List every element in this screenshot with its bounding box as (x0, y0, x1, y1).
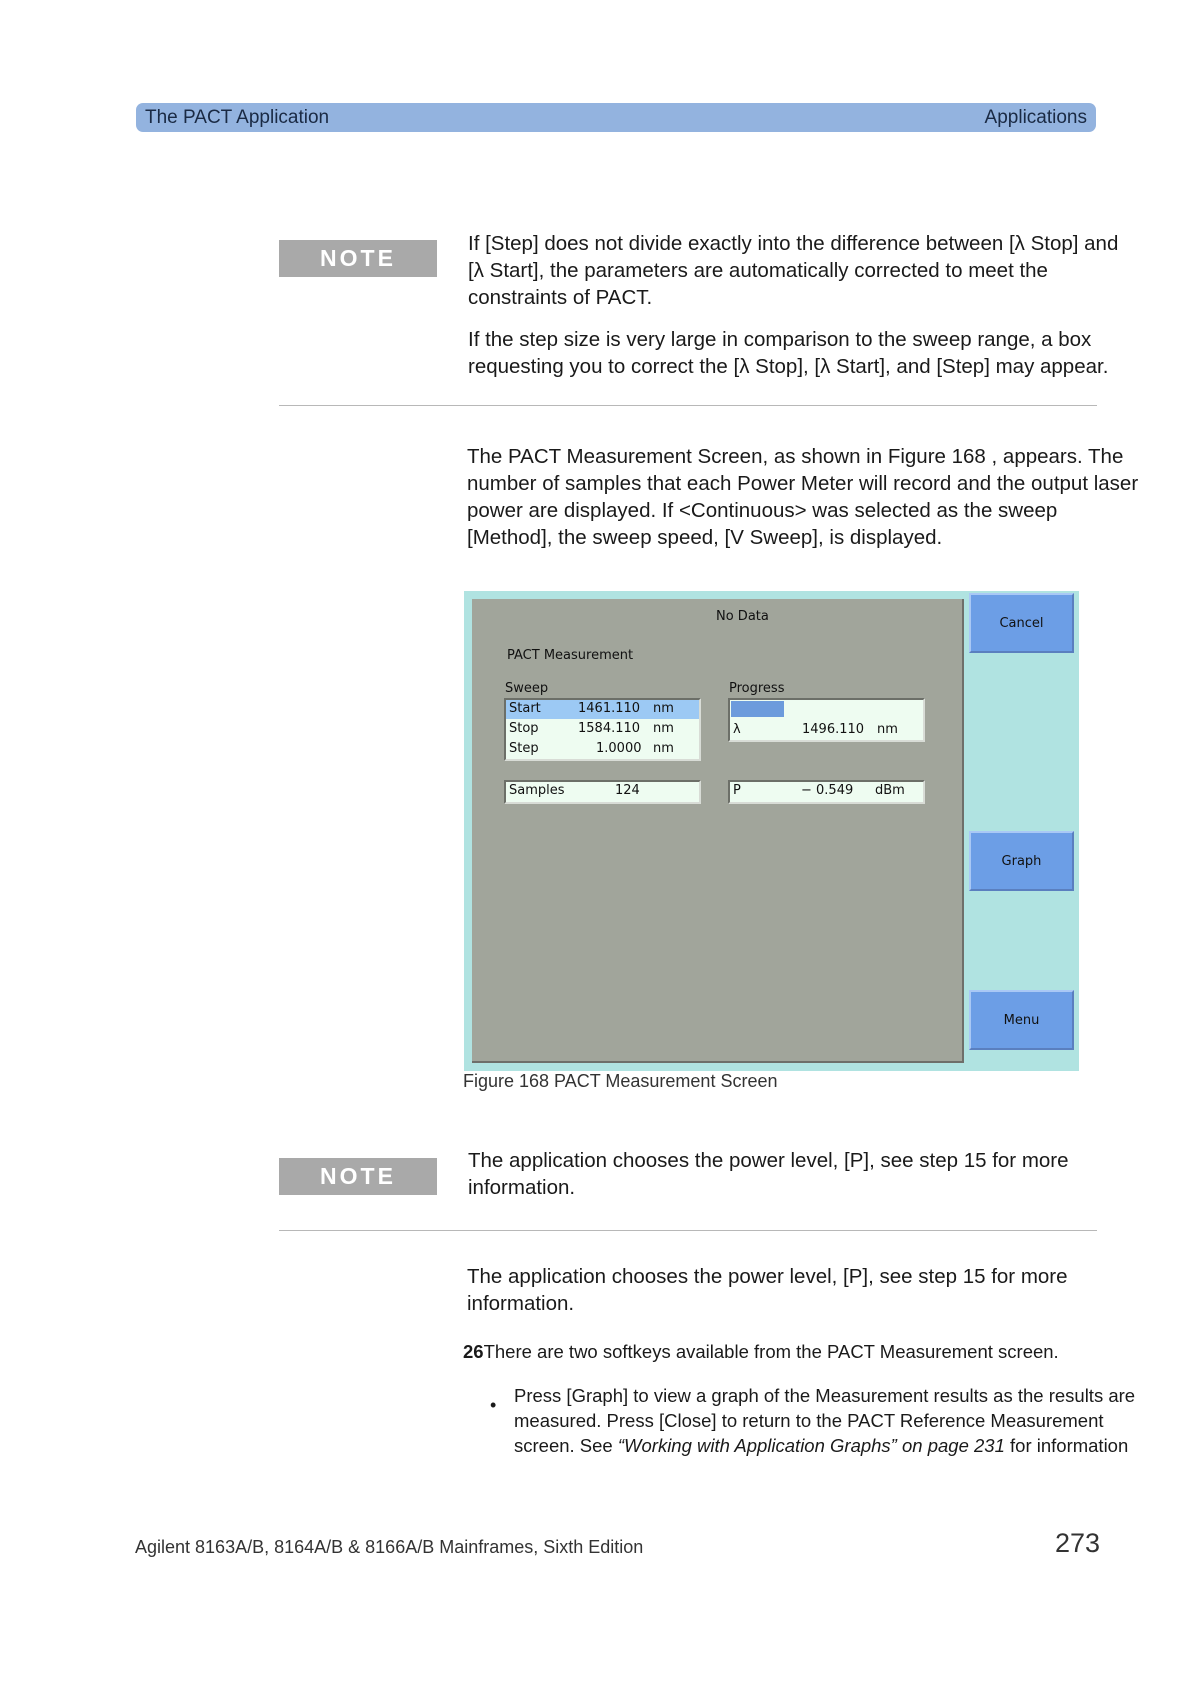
sweep-row-start[interactable] (506, 700, 699, 719)
note-line: requesting you to correct the [λ Stop], [λ Start], and [Step] may appear. (468, 355, 1109, 378)
power-unit: dBm (875, 783, 905, 798)
body-line: The application chooses the power level, [P], see step 15 for more (467, 1265, 1068, 1288)
progress-bar (731, 701, 784, 717)
note-line: constraints of PACT. (468, 286, 653, 309)
header-section-title: The PACT Application (145, 107, 330, 128)
row-label: Step (509, 741, 539, 756)
lambda-unit: nm (877, 722, 898, 737)
bullet-icon: • (490, 1395, 497, 1415)
note-divider (279, 405, 1097, 406)
bullet-prefix: screen. See (514, 1435, 618, 1456)
body-line: [Method], the sweep speed, [V Sweep], is displayed. (467, 526, 943, 549)
sweep-row-stop[interactable] (506, 720, 699, 739)
note-text (468, 1147, 1069, 1201)
step-item (463, 1338, 1059, 1365)
note-text (468, 230, 1118, 380)
progress-label: Progress (729, 681, 785, 696)
lambda-value: 1496.110 (802, 722, 865, 737)
note-line: The application chooses the power level, [P], see step 15 for more (468, 1149, 1069, 1172)
samples-value: 124 (615, 783, 640, 798)
power-label: P (733, 783, 741, 798)
body-line: number of samples that each Power Meter will record and the output laser (467, 472, 1139, 495)
status-text: No Data (716, 609, 769, 624)
note-line: [λ Start], the parameters are automatically corrected to meet the (468, 259, 1048, 282)
pact-measurement-screen (464, 591, 1079, 1071)
body-line: information. (467, 1292, 575, 1315)
body-paragraph (467, 1263, 1068, 1317)
figure-caption: Figure 168 PACT Measurement Screen (463, 1071, 778, 1091)
sweep-label: Sweep (505, 681, 549, 696)
row-value: 1584.110 (578, 721, 641, 736)
row-label: Stop (509, 721, 539, 736)
samples-box (504, 780, 701, 804)
power-value: − 0.549 (801, 783, 854, 798)
samples-row (506, 782, 699, 801)
page-number: 273 (1054, 1528, 1100, 1558)
cross-reference-link[interactable]: “Working with Application Graphs” on page 231 (617, 1435, 1005, 1456)
note-tag: NOTE (279, 240, 437, 277)
bullet-line: Press [Graph] to view a graph of the Measurement results as the results are (514, 1385, 1136, 1406)
lambda-row (730, 721, 923, 740)
step-text: There are two softkeys available from the PACT Measurement screen. (483, 1341, 1059, 1362)
sweep-row-step[interactable] (506, 740, 699, 759)
bullet-line: measured. Press [Close] to return to the PACT Reference Measurement (514, 1410, 1104, 1431)
power-row (730, 782, 923, 801)
row-value: 1.0000 (596, 741, 642, 756)
footer-title: Agilent 8163A/B, 8164A/B & 8166A/B Mainframes, Sixth Edition (135, 1537, 644, 1557)
row-unit: nm (653, 741, 674, 756)
screen-title: PACT Measurement (507, 648, 634, 663)
note-line: information. (468, 1176, 576, 1199)
note-tag: NOTE (279, 1158, 437, 1195)
menu-button[interactable]: Menu (969, 990, 1074, 1050)
progress-box (728, 698, 925, 742)
measurement-panel (472, 599, 964, 1063)
body-line: The PACT Measurement Screen, as shown in Figure 168 , appears. The (467, 445, 1124, 468)
note-divider (279, 1230, 1097, 1231)
body-paragraph (467, 443, 1138, 551)
cancel-button[interactable]: Cancel (969, 593, 1074, 653)
graph-button[interactable]: Graph (969, 831, 1074, 891)
bullet-suffix: for information (1004, 1435, 1129, 1456)
row-unit: nm (653, 701, 674, 716)
sweep-box (504, 698, 701, 761)
samples-label: Samples (509, 783, 565, 798)
row-unit: nm (653, 721, 674, 736)
header-chapter-title: Applications (984, 107, 1087, 128)
row-value: 1461.110 (578, 701, 641, 716)
note-line: If the step size is very large in comparison to the sweep range, a box (468, 328, 1092, 351)
note-line: If [Step] does not divide exactly into the difference between [λ Stop] and (468, 232, 1119, 255)
lambda-symbol: λ (733, 722, 741, 737)
power-box (728, 780, 925, 804)
running-header (136, 103, 1096, 132)
row-label: Start (509, 701, 541, 716)
bullet-text (514, 1383, 1135, 1458)
bullet-line (514, 1433, 1135, 1458)
body-line: power are displayed. If <Continuous> was selected as the sweep (467, 499, 1058, 522)
step-number: 26 (463, 1341, 484, 1362)
